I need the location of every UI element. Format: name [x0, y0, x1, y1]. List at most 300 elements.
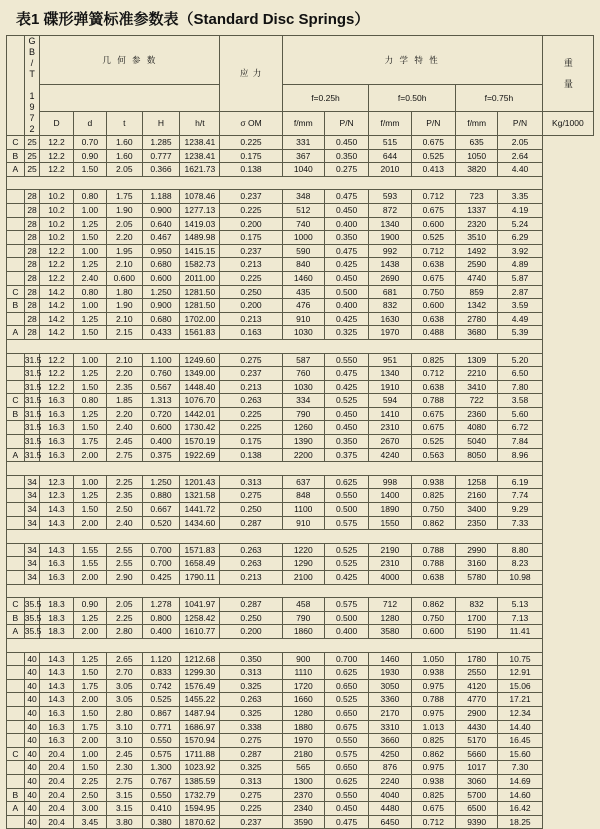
cell-Kg1000: 6.29 — [498, 231, 543, 245]
cell-H: 2.20 — [107, 231, 143, 245]
cell-H: 3.10 — [107, 734, 143, 748]
cell-PN: 1110 — [282, 666, 324, 680]
cell-fmm: 0.287 — [220, 598, 282, 612]
cell-PN: 593 — [369, 190, 411, 204]
cell-Kg1000: 3.92 — [498, 244, 543, 258]
cell-ht: 0.680 — [142, 312, 180, 326]
row-group-label — [7, 421, 25, 435]
cell-PN: 2370 — [282, 788, 324, 802]
cell-PN: 3510 — [456, 231, 498, 245]
cell-fmm: 0.525 — [324, 693, 368, 707]
cell-ht: 0.467 — [142, 231, 180, 245]
cell-fmm: 0.213 — [220, 258, 282, 272]
table-row — [7, 802, 594, 816]
cell-ht: 0.800 — [142, 611, 180, 625]
table-row — [7, 367, 594, 381]
cell-d: 10.2 — [40, 217, 73, 231]
table-row — [7, 190, 594, 204]
cell-fmm: 0.250 — [220, 503, 282, 517]
col-D: D — [40, 111, 73, 135]
cell-t: 0.80 — [73, 190, 106, 204]
cell-PN: 5700 — [456, 788, 498, 802]
cell-ht: 0.375 — [142, 448, 180, 462]
row-group-label — [7, 367, 25, 381]
cell-Kg1000: 9.29 — [498, 503, 543, 517]
cell-PN: 5040 — [456, 435, 498, 449]
cell-Kg1000: 4.49 — [498, 312, 543, 326]
cell-d: 14.2 — [40, 312, 73, 326]
cell-fmm: 0.275 — [220, 788, 282, 802]
cell-PN: 740 — [282, 217, 324, 231]
cell-PN: 1492 — [456, 244, 498, 258]
cell-PN: 2100 — [282, 571, 324, 585]
cell-H: 2.05 — [107, 163, 143, 177]
cell-ht: 0.640 — [142, 217, 180, 231]
cell-PN: 2170 — [369, 706, 411, 720]
cell-fmm: 0.425 — [324, 571, 368, 585]
table-row — [7, 136, 594, 150]
row-group-label — [7, 380, 25, 394]
cell-PN: 1970 — [369, 326, 411, 340]
cell-OM: 1078.46 — [180, 190, 220, 204]
cell-d: 20.4 — [40, 802, 73, 816]
cell-t: 0.70 — [73, 136, 106, 150]
col-h-over-t: h/t — [180, 111, 220, 135]
cell-PN: 4120 — [456, 679, 498, 693]
cell-ht: 0.433 — [142, 326, 180, 340]
cell-fmm: 0.250 — [220, 285, 282, 299]
row-group-label — [7, 679, 25, 693]
cell-fmm: 0.338 — [220, 720, 282, 734]
cell-ht: 1.250 — [142, 475, 180, 489]
row-group-label: C — [7, 598, 25, 612]
table-row — [7, 516, 594, 530]
table-row — [7, 557, 594, 571]
cell-fmm: 0.600 — [411, 625, 455, 639]
cell-fmm: 0.225 — [220, 203, 282, 217]
cell-D: 25 — [24, 136, 40, 150]
cell-H: 2.80 — [107, 706, 143, 720]
cell-OM: 1442.01 — [180, 407, 220, 421]
cell-H: 2.20 — [107, 367, 143, 381]
f025-header: f=0.25h — [282, 84, 369, 111]
cell-ht: 0.720 — [142, 407, 180, 421]
cell-t: 1.55 — [73, 543, 106, 557]
cell-Kg1000: 7.80 — [498, 380, 543, 394]
cell-ht: 0.400 — [142, 435, 180, 449]
cell-fmm: 0.213 — [220, 380, 282, 394]
cell-D: 40 — [24, 761, 40, 775]
cell-OM: 1349.00 — [180, 367, 220, 381]
table-row — [7, 258, 594, 272]
cell-Kg1000: 2.05 — [498, 136, 543, 150]
col-t: t — [107, 111, 143, 135]
cell-fmm: 0.638 — [411, 380, 455, 394]
f050-header: f=0.50h — [369, 84, 456, 111]
cell-fmm: 0.413 — [411, 163, 455, 177]
cell-fmm: 0.700 — [324, 652, 368, 666]
row-group-label — [7, 503, 25, 517]
cell-PN: 2210 — [456, 367, 498, 381]
cell-d: 12.2 — [40, 353, 73, 367]
table-row — [7, 543, 594, 557]
row-group-label — [7, 271, 25, 285]
cell-OM: 1448.40 — [180, 380, 220, 394]
table-row — [7, 720, 594, 734]
cell-fmm: 0.225 — [220, 802, 282, 816]
cell-d: 16.3 — [40, 734, 73, 748]
cell-PN: 848 — [282, 489, 324, 503]
cell-Kg1000: 6.72 — [498, 421, 543, 435]
cell-ht: 0.777 — [142, 149, 180, 163]
row-group-label: B — [7, 611, 25, 625]
cell-fmm: 0.938 — [411, 475, 455, 489]
cell-PN: 1460 — [369, 652, 411, 666]
cell-fmm: 0.450 — [324, 203, 368, 217]
cell-fmm: 0.237 — [220, 190, 282, 204]
cell-t: 1.00 — [73, 244, 106, 258]
table-row — [7, 611, 594, 625]
cell-d: 12.2 — [40, 258, 73, 272]
cell-d: 16.3 — [40, 720, 73, 734]
col-H: H — [142, 111, 180, 135]
group-spacer — [7, 638, 594, 652]
row-group-label — [7, 475, 25, 489]
cell-D: 28 — [24, 258, 40, 272]
cell-Kg1000: 8.23 — [498, 557, 543, 571]
cell-D: 31.5 — [24, 448, 40, 462]
table-row — [7, 571, 594, 585]
cell-ht: 0.833 — [142, 666, 180, 680]
cell-d: 16.3 — [40, 421, 73, 435]
cell-fmm: 0.400 — [324, 299, 368, 313]
cell-PN: 1280 — [282, 706, 324, 720]
cell-t: 1.25 — [73, 489, 106, 503]
cell-fmm: 0.712 — [411, 815, 455, 829]
cell-fmm: 0.475 — [324, 190, 368, 204]
cell-fmm: 0.325 — [220, 679, 282, 693]
cell-H: 2.55 — [107, 543, 143, 557]
cell-t: 2.00 — [73, 625, 106, 639]
cell-D: 28 — [24, 285, 40, 299]
cell-ht: 0.742 — [142, 679, 180, 693]
cell-fmm: 0.263 — [220, 394, 282, 408]
cell-Kg1000: 10.75 — [498, 652, 543, 666]
cell-PN: 3580 — [369, 625, 411, 639]
cell-PN: 4250 — [369, 747, 411, 761]
cell-PN: 6450 — [369, 815, 411, 829]
cell-OM: 1281.50 — [180, 299, 220, 313]
cell-d: 14.3 — [40, 516, 73, 530]
cell-PN: 2310 — [369, 557, 411, 571]
cell-D: 31.5 — [24, 435, 40, 449]
cell-H: 2.20 — [107, 407, 143, 421]
cell-t: 0.80 — [73, 285, 106, 299]
row-group-label — [7, 571, 25, 585]
cell-D: 40 — [24, 652, 40, 666]
cell-fmm: 0.638 — [411, 312, 455, 326]
cell-D: 34 — [24, 543, 40, 557]
cell-H: 2.10 — [107, 258, 143, 272]
cell-PN: 2190 — [369, 543, 411, 557]
cell-PN: 3060 — [456, 774, 498, 788]
cell-D: 28 — [24, 312, 40, 326]
cell-D: 34 — [24, 516, 40, 530]
cell-d: 20.4 — [40, 774, 73, 788]
group-spacer-cell — [7, 530, 543, 544]
page-title: 表1 碟形弹簧标准参数表（Standard Disc Springs） — [16, 11, 370, 28]
cell-D: 40 — [24, 693, 40, 707]
cell-fmm: 0.163 — [220, 326, 282, 340]
cell-OM: 1258.42 — [180, 611, 220, 625]
cell-ht: 1.300 — [142, 761, 180, 775]
col-d: d — [73, 111, 106, 135]
cell-H: 2.25 — [107, 475, 143, 489]
cell-ht: 0.760 — [142, 367, 180, 381]
cell-PN: 998 — [369, 475, 411, 489]
cell-OM: 1249.60 — [180, 353, 220, 367]
table-row — [7, 598, 594, 612]
cell-Kg1000: 2.64 — [498, 149, 543, 163]
cell-PN: 2990 — [456, 543, 498, 557]
cell-OM: 1455.22 — [180, 693, 220, 707]
cell-fmm: 0.138 — [220, 448, 282, 462]
cell-D: 31.5 — [24, 380, 40, 394]
cell-Kg1000: 12.91 — [498, 666, 543, 680]
cell-Kg1000: 8.96 — [498, 448, 543, 462]
group-spacer-cell — [7, 176, 543, 190]
cell-PN: 6500 — [456, 802, 498, 816]
cell-OM: 1487.94 — [180, 706, 220, 720]
cell-H: 2.45 — [107, 435, 143, 449]
cell-H: 1.95 — [107, 244, 143, 258]
cell-fmm: 0.275 — [220, 353, 282, 367]
table-row — [7, 326, 594, 340]
cell-d: 16.3 — [40, 706, 73, 720]
cell-fmm: 0.287 — [220, 516, 282, 530]
cell-PN: 712 — [369, 598, 411, 612]
cell-fmm: 0.263 — [220, 543, 282, 557]
cell-PN: 367 — [282, 149, 324, 163]
cell-t: 0.80 — [73, 394, 106, 408]
cell-H: 1.80 — [107, 285, 143, 299]
cell-fmm: 0.750 — [411, 503, 455, 517]
cell-fmm: 0.175 — [220, 231, 282, 245]
cell-H: 2.80 — [107, 625, 143, 639]
cell-d: 10.2 — [40, 203, 73, 217]
group-spacer — [7, 530, 594, 544]
cell-ht: 1.100 — [142, 353, 180, 367]
cell-PN: 1930 — [369, 666, 411, 680]
cell-OM: 1299.30 — [180, 666, 220, 680]
cell-fmm: 0.175 — [220, 435, 282, 449]
table-row — [7, 652, 594, 666]
cell-H: 2.25 — [107, 611, 143, 625]
cell-PN: 1280 — [369, 611, 411, 625]
cell-fmm: 0.525 — [411, 231, 455, 245]
table-row — [7, 734, 594, 748]
cell-Kg1000: 14.69 — [498, 774, 543, 788]
mechanics-header: 力 学 特 性 — [282, 36, 542, 85]
cell-fmm: 0.525 — [411, 149, 455, 163]
cell-ht: 0.700 — [142, 557, 180, 571]
cell-PN: 1000 — [282, 231, 324, 245]
row-group-label: A — [7, 326, 25, 340]
header-row-1 — [7, 36, 594, 85]
cell-fmm: 0.525 — [324, 543, 368, 557]
cell-OM: 1711.88 — [180, 747, 220, 761]
cell-ht: 0.425 — [142, 571, 180, 585]
cell-PN: 900 — [282, 652, 324, 666]
cell-t: 0.90 — [73, 149, 106, 163]
cell-PN: 2360 — [456, 407, 498, 421]
cell-ht: 1.313 — [142, 394, 180, 408]
geometry-blank — [40, 84, 220, 111]
cell-Kg1000: 3.58 — [498, 394, 543, 408]
cell-OM: 1415.15 — [180, 244, 220, 258]
cell-Kg1000: 7.33 — [498, 516, 543, 530]
header-row-2 — [7, 84, 594, 111]
cell-Kg1000: 2.87 — [498, 285, 543, 299]
cell-t: 1.50 — [73, 503, 106, 517]
cell-fmm: 0.525 — [324, 394, 368, 408]
cell-fmm: 0.425 — [324, 380, 368, 394]
cell-fmm: 0.263 — [220, 693, 282, 707]
cell-d: 14.3 — [40, 652, 73, 666]
cell-H: 2.75 — [107, 774, 143, 788]
row-group-label — [7, 489, 25, 503]
cell-fmm: 0.625 — [324, 475, 368, 489]
cell-H: 1.90 — [107, 299, 143, 313]
cell-fmm: 0.712 — [411, 244, 455, 258]
cell-OM: 1732.79 — [180, 788, 220, 802]
table-row — [7, 503, 594, 517]
cell-OM: 1321.58 — [180, 489, 220, 503]
cell-OM: 1441.72 — [180, 503, 220, 517]
cell-D: 35.5 — [24, 598, 40, 612]
cell-Kg1000: 7.74 — [498, 489, 543, 503]
cell-t: 1.25 — [73, 312, 106, 326]
cell-D: 28 — [24, 231, 40, 245]
cell-fmm: 0.350 — [324, 231, 368, 245]
cell-fmm: 0.287 — [220, 747, 282, 761]
cell-fmm: 0.650 — [324, 761, 368, 775]
cell-d: 20.4 — [40, 788, 73, 802]
cell-PN: 3400 — [456, 503, 498, 517]
cell-fmm: 0.650 — [324, 679, 368, 693]
table-row — [7, 774, 594, 788]
cell-OM: 1686.97 — [180, 720, 220, 734]
cell-d: 14.3 — [40, 679, 73, 693]
cell-H: 2.35 — [107, 489, 143, 503]
cell-fmm: 0.425 — [324, 312, 368, 326]
cell-fmm: 0.500 — [324, 503, 368, 517]
cell-H: 2.40 — [107, 516, 143, 530]
cell-fmm: 0.575 — [324, 598, 368, 612]
col-sigma: σ OM — [220, 111, 282, 135]
table-row — [7, 285, 594, 299]
cell-t: 1.00 — [73, 747, 106, 761]
cell-H: 3.80 — [107, 815, 143, 829]
cell-fmm: 0.563 — [411, 448, 455, 462]
cell-ht: 0.880 — [142, 489, 180, 503]
cell-PN: 565 — [282, 761, 324, 775]
cell-OM: 1419.03 — [180, 217, 220, 231]
cell-D: 40 — [24, 815, 40, 829]
cell-OM: 1434.60 — [180, 516, 220, 530]
cell-D: 25 — [24, 149, 40, 163]
cell-d: 10.2 — [40, 190, 73, 204]
row-group-label — [7, 815, 25, 829]
cell-PN: 1260 — [282, 421, 324, 435]
cell-t: 1.00 — [73, 299, 106, 313]
cell-PN: 1880 — [282, 720, 324, 734]
table-row — [7, 747, 594, 761]
table-row — [7, 706, 594, 720]
cell-ht: 1.120 — [142, 652, 180, 666]
cell-ht: 0.400 — [142, 625, 180, 639]
cell-d: 12.2 — [40, 163, 73, 177]
cell-PN: 2200 — [282, 448, 324, 462]
row-group-label — [7, 652, 25, 666]
cell-fmm: 0.550 — [324, 489, 368, 503]
cell-d: 12.2 — [40, 380, 73, 394]
cell-PN: 1860 — [282, 625, 324, 639]
cell-OM: 1238.41 — [180, 149, 220, 163]
cell-d: 12.2 — [40, 271, 73, 285]
cell-fmm: 0.675 — [411, 136, 455, 150]
cell-PN: 1340 — [369, 217, 411, 231]
cell-PN: 4040 — [369, 788, 411, 802]
cell-fmm: 0.712 — [411, 367, 455, 381]
cell-ht: 0.525 — [142, 693, 180, 707]
cell-d: 14.2 — [40, 326, 73, 340]
cell-PN: 1300 — [282, 774, 324, 788]
table-row — [7, 666, 594, 680]
cell-fmm: 0.138 — [220, 163, 282, 177]
cell-PN: 1309 — [456, 353, 498, 367]
cell-fmm: 0.600 — [411, 299, 455, 313]
cell-t: 1.50 — [73, 421, 106, 435]
cell-PN: 512 — [282, 203, 324, 217]
cell-d: 16.3 — [40, 571, 73, 585]
cell-fmm: 0.237 — [220, 244, 282, 258]
cell-t: 1.50 — [73, 761, 106, 775]
cell-PN: 3310 — [369, 720, 411, 734]
cell-PN: 5780 — [456, 571, 498, 585]
cell-fmm: 0.500 — [324, 285, 368, 299]
cell-t: 1.75 — [73, 679, 106, 693]
table-row — [7, 244, 594, 258]
table-row — [7, 489, 594, 503]
row-group-label: C — [7, 394, 25, 408]
row-group-label: C — [7, 136, 25, 150]
cell-fmm: 0.575 — [324, 516, 368, 530]
cell-PN: 1438 — [369, 258, 411, 272]
f075-header: f=0.75h — [456, 84, 543, 111]
row-group-label: B — [7, 407, 25, 421]
cell-H: 2.35 — [107, 380, 143, 394]
cell-D: 28 — [24, 190, 40, 204]
table-row — [7, 407, 594, 421]
cell-fmm: 0.450 — [324, 421, 368, 435]
cell-PN: 1030 — [282, 326, 324, 340]
cell-fmm: 1.050 — [411, 652, 455, 666]
cell-PN: 1040 — [282, 163, 324, 177]
cell-t: 1.55 — [73, 557, 106, 571]
cell-PN: 5660 — [456, 747, 498, 761]
cell-t: 1.50 — [73, 706, 106, 720]
